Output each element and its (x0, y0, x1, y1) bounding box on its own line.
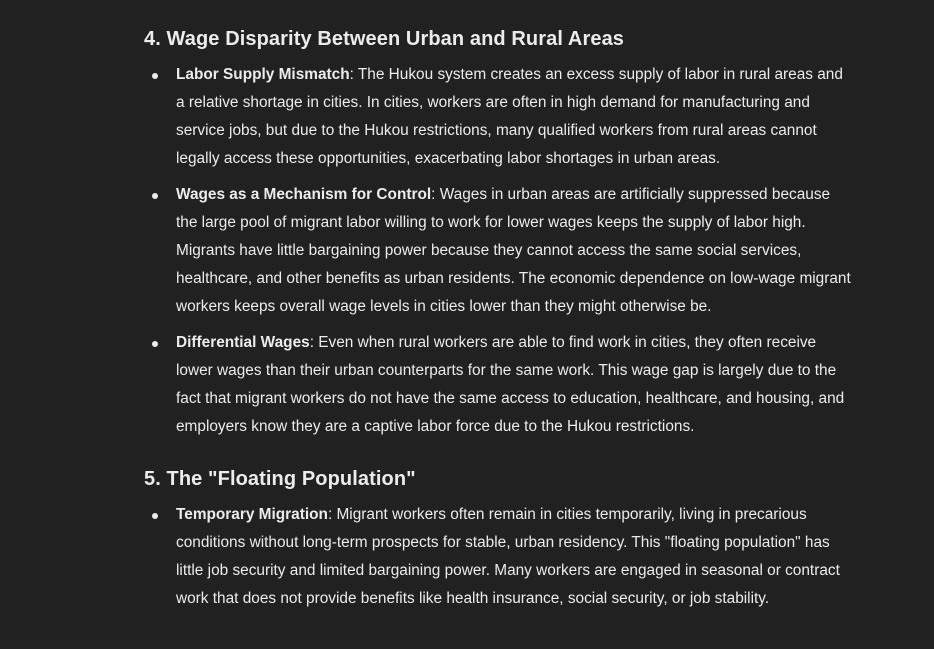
bullet-icon (152, 73, 158, 79)
item-text: : The Hukou system creates an excess supply of labor in rural areas and a relative shortage in cities. In cities, workers are often in high demand for manufacturing and service jobs, but due to the Hukou restrictions, many qualified workers from rural areas cannot legally access these opportunities, exacerbating labor shortages in urban areas. (176, 66, 843, 167)
floating-population-list (144, 501, 854, 613)
section-heading-wage-disparity: 4. Wage Disparity Between Urban and Rural Areas (144, 28, 625, 50)
item-label: Wages as a Mechanism for Control (176, 186, 432, 203)
list-item (144, 181, 854, 321)
item-text: : Migrant workers often remain in cities temporarily, living in precarious conditions without long-term prospects for stable, urban residency. This "floating population" has little job security and limited bargaining power. Many workers are engaged in seasonal or contract work that does not provide benefits like health insurance, social security, or job stability. (176, 506, 840, 607)
item-label: Labor Supply Mismatch (176, 66, 350, 83)
item-text: : Even when rural workers are able to find work in cities, they often receive lower wages than their urban counterparts for the same work. This wage gap is largely due to the fact that migrant workers do not have the same access to education, healthcare, and housing, and employers know they are a captive labor force due to the Hukou restrictions. (176, 334, 845, 435)
section-heading-floating-population: 5. The "Floating Population" (144, 468, 416, 490)
item-label: Temporary Migration (176, 506, 328, 523)
bullet-icon (152, 513, 158, 519)
bullet-icon (152, 341, 158, 347)
wage-disparity-list (144, 61, 854, 441)
list-item (144, 501, 854, 613)
bullet-icon (152, 193, 158, 199)
item-label: Differential Wages (176, 334, 310, 351)
item-text: : Wages in urban areas are artificially suppressed because the large pool of migrant labor willing to work for lower wages keeps the supply of labor high. Migrants have little bargaining power because they cannot access the same social services, healthcare, and other benefits as urban residents. The economic dependence on low-wage migrant workers keeps overall wage levels in cities lower than they might otherwise be. (176, 186, 851, 315)
list-item (144, 329, 854, 441)
list-item (144, 61, 854, 173)
chat-response-content (144, 22, 854, 613)
